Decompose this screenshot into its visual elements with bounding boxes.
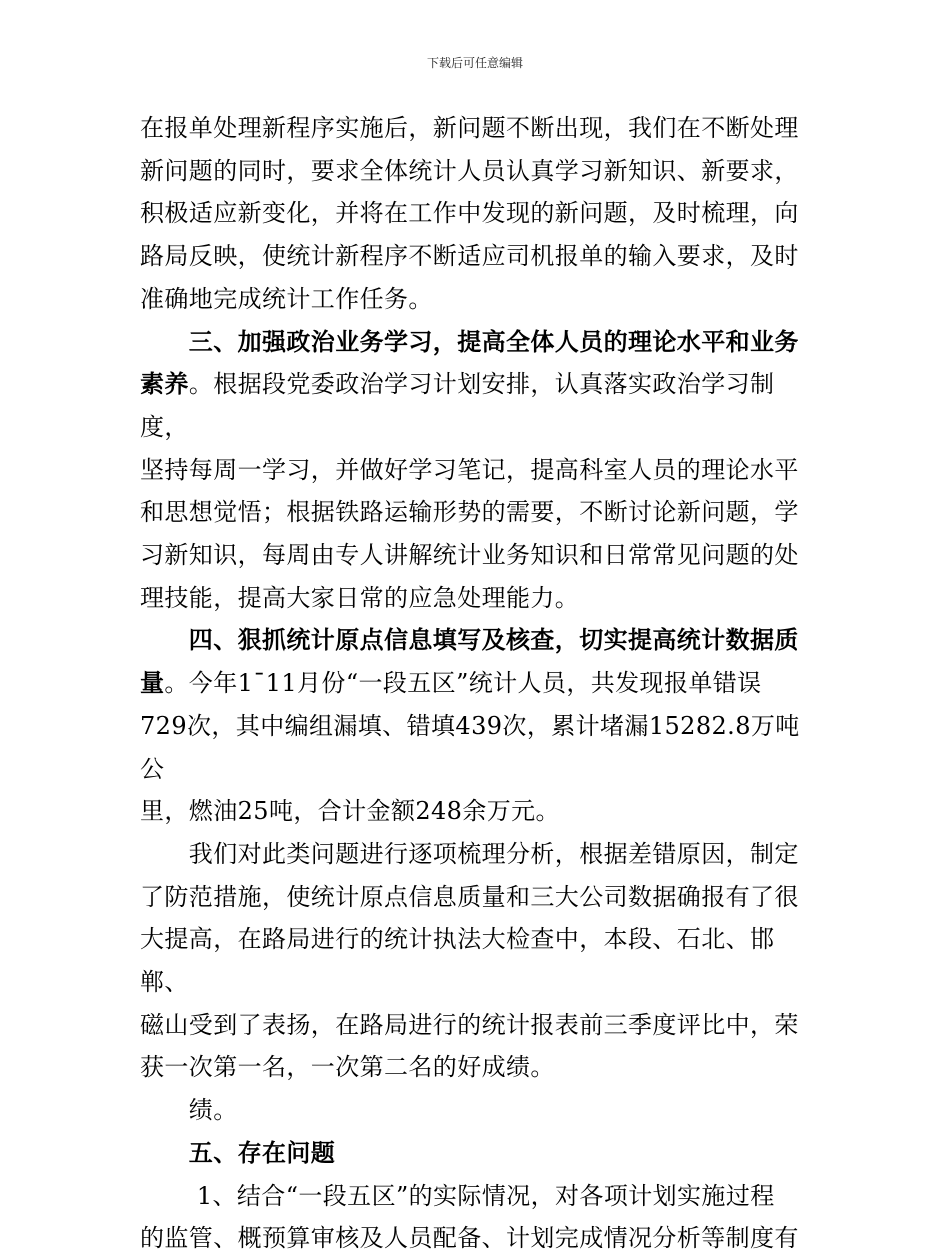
- paragraph-fragment: [140, 1089, 820, 1132]
- document-body: [140, 107, 820, 1260]
- paragraph-text: 在报单处理新程序实施后，新问题不断出现，我们在不断处理 新问题的同时，要求全体统计人员认真学习新知识、新要求， 积极适应新变化，并将在工作中发现的新问题，及时梳理，向 路局反映，使统计新程序不断适应司机报单的输入要求，及时 准确地完成统计工作任务。: [140, 114, 799, 313]
- paragraph-text: 绩。: [140, 1096, 238, 1125]
- page-header: 下载后可任意编辑: [426, 56, 523, 70]
- paragraph-statistics-program: [140, 107, 820, 321]
- paragraph-section-five: [140, 1132, 820, 1175]
- paragraph-analysis: [140, 833, 820, 1089]
- paragraph-text: 。根据段党委政治学习计划安排，认真落实政治学习制度， 坚持每周一学习，并做好学习笔记，提高科室人员的理论水平 和思想觉悟；根据铁路运输形势的需要，不断讨论新问题，学 习新知识，每周由专人讲解统计业务知识和日常常见问题的处 理技能，提高大家日常的应急处理能力。: [140, 370, 799, 612]
- paragraph-text: 我们对此类问题进行逐项梳理分析，根据差错原因，制定 了防范措施，使统计原点信息质量和三大公司数据确报有了很 大提高，在路局进行的统计执法大检查中，本段、石北、邯郸、 磁山受到了表扬，在路局进行的统计报表前三季度评比中，荣 获一次第一名，一次第二名的好成绩。: [140, 839, 799, 1082]
- section-heading-three: 三、加强政治业务学习，提高全体人员的理论水平和业务 素养: [140, 326, 799, 399]
- paragraph-problem-one: [140, 1175, 820, 1260]
- paragraph-text: 1、结合“一段五区”的实际情况，对各项计划实施过程 的监管、概预算审核及人员配备、计划完成情况分析等制度有: [140, 1181, 799, 1253]
- paragraph-text: 。今年1¯11月份“一段五区”统计人员，共发现报单错误 729次，其中编组漏填、错填439次，累计堵漏15282.8万吨公 里，燃油25吨，合计金额248余万元。: [140, 669, 800, 826]
- section-heading-five: 五、存在问题: [140, 1137, 336, 1167]
- section-heading-four: 四、狠抓统计原点信息填写及核查，切实提高统计数据质 量: [140, 625, 799, 698]
- paragraph-section-four: [140, 619, 820, 833]
- paragraph-section-three: [140, 321, 820, 620]
